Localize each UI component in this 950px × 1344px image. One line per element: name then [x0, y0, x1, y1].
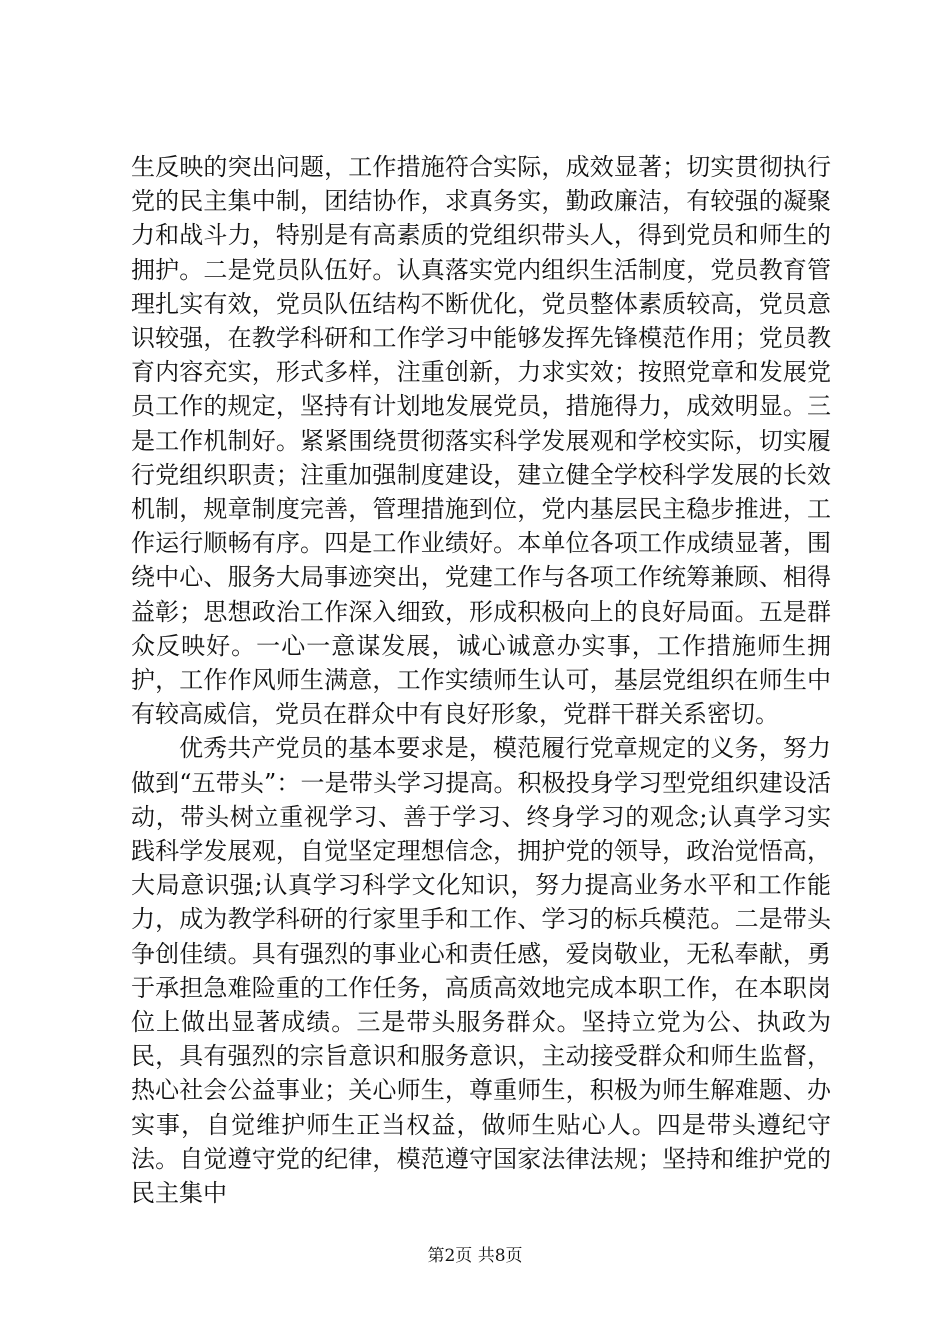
- document-body: [131, 150, 831, 1210]
- body-paragraph-party-member-requirements: 优秀共产党员的基本要求是，模范履行党章规定的义务，努力做到“五带头”：一是带头学习提高。积极投身学习型党组织建设活动，带头树立重视学习、善于学习、终身学习的观念;认真学习实践科学发展观，自觉坚定理想信念，拥护党的领导，政治觉悟高，大局意识强;认真学习科学文化知识，努力提高业务水平和工作能力，成为教学科研的行家里手和工作、学习的标兵模范。二是带头争创佳绩。具有强烈的事业心和责任感，爱岗敬业，无私奉献，勇于承担急难险重的工作任务，高质高效地完成本职工作，在本职岗位上做出显著成绩。三是带头服务群众。坚持立党为公、执政为民，具有强烈的宗旨意识和服务意识，主动接受群众和师生监督，热心社会公益事业；关心师生，尊重师生，积极为师生解难题、办实事，自觉维护师生正当权益，做师生贴心人。四是带头遵纪守法。自觉遵守党的纪律，模范遵守国家法律法规；坚持和维护党的民主集中: [131, 734, 831, 1208]
- body-paragraph-continued: 生反映的突出问题，工作措施符合实际，成效显著；切实贯彻执行党的民主集中制，团结协作，求真务实，勤政廉洁，有较强的凝聚力和战斗力，特别是有高素质的党组织带头人，得到党员和师生的拥护。二是党员队伍好。认真落实党内组织生活制度，党员教育管理扎实有效，党员队伍结构不断优化，党员整体素质较高，党员意识较强，在教学科研和工作学习中能够发挥先锋模范作用；党员教育内容充实，形式多样，注重创新，力求实效；按照党章和发展党员工作的规定，坚持有计划地发展党员，措施得力，成效明显。三是工作机制好。紧紧围绕贯彻落实科学发展观和学校实际，切实履行党组织职责；注重加强制度建设，建立健全学校科学发展的长效机制，规章制度完善，管理措施到位，党内基层民主稳步推进，工作运行顺畅有序。四是工作业绩好。本单位各项工作成绩显著，围绕中心、服务大局事迹突出，党建工作与各项工作统筹兼顾、相得益彰；思想政治工作深入细致，形成积极向上的良好局面。五是群众反映好。一心一意谋发展，诚心诚意办实事，工作措施师生拥护，工作作风师生满意，工作实绩师生认可，基层党组织在师生中有较高威信，党员在群众中有良好形象，党群干群关系密切。: [131, 153, 831, 729]
- page-number-footer: 第2页 共8页: [427, 1246, 523, 1266]
